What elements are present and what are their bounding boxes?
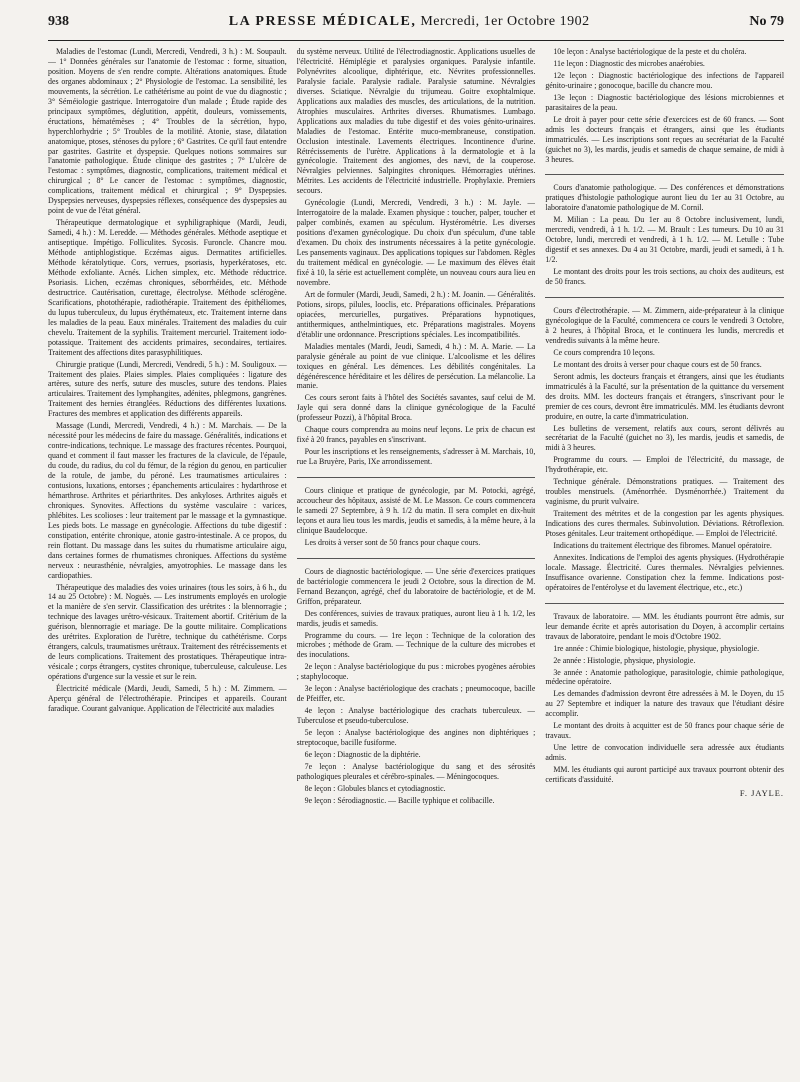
paragraph: Pour les inscriptions et les renseignements, s'adresser à M. Marchais, 10, rue La Bruyère, Paris, IXe arrondissement. <box>296 447 536 467</box>
course-gynecologie: Gynécologie (Lundi, Mercredi, Vendredi, 3 h.) : M. Jayle. — Interrogatoire de la malade. Examen physique : toucher, palper, toucher et palper combinés, examen au spéculum. Hystérométrie. Les diverses positions d'examen gynécologique. Du choix d'un spéculum, d'une table d'examen. Du choix des instruments nécessaires à la petite gynécologie. Les pansements vaginaux. Des applications topiques sur l'abdomen. Règles du traitement médical en gynécologie. — Le maximum des élèves était fixé à 10, la série est actuellement complète, un nouveau cours aura lieu en novembre. <box>296 198 536 287</box>
paragraph: Ce cours comprendra 10 leçons. <box>553 347 655 357</box>
article-columns <box>48 47 784 1079</box>
lesson-item: 9e leçon : Sérodiagnostic. — Bacille typhique et colibacille. <box>304 795 495 805</box>
lesson-item: 11e leçon : Diagnostic des microbes anaérobies. <box>553 58 705 68</box>
lesson-item: 2e leçon : Analyse bactériologique du pus : microbes pyogènes aérobies ; staphylocoque. <box>296 662 536 682</box>
paragraph: Le montant des droits à acquitter est de 50 francs pour chaque série de travaux. <box>545 721 784 741</box>
paragraph: Les droits à verser sont de 50 francs pour chaque cours. <box>304 537 481 547</box>
lesson-item: 4e leçon : Analyse bactériologique des crachats tuberculeux. — Tuberculose et pseudo-tuberculose. <box>296 706 536 726</box>
paragraph: Le montant des droits pour les trois sections, au choix des auditeurs, est de 50 francs. <box>545 267 784 287</box>
lesson-item: 13e leçon : Diagnostic bactériologique des lésions microbiennes et parasitaires de la peau. <box>545 92 784 112</box>
paragraph: Des conférences, suivies de travaux pratiques, auront lieu à 1 h. 1/2, les mardis, jeudis et samedis. <box>296 608 536 628</box>
paragraph: Le droit à payer pour cette série d'exercices est de 60 francs. — Sont admis les docteurs français et étrangers, ainsi que les étudiants immatriculés. — Les inscriptions sont reçues au secrétariat de la Faculté (guichet no 3), les mardis, jeudis et samedis de chaque semaine, de midi à 3 heures. <box>545 114 784 164</box>
paragraph: Seront admis, les docteurs français et étrangers, ainsi que les étudiants immatriculés à la Faculté, sur la présentation de la quittance du versement des droits. MM. les docteurs français et étrangers, s'inscrivant pour le premier de ces cours, devront être immatriculés. MM. les étudiants devront produire, en outre, la carte d'immatriculation. <box>545 371 784 421</box>
section-gynecologie-clinique <box>297 477 536 548</box>
lesson-item: 3e leçon : Analyse bactériologique des crachats ; pneumocoque, bacille de Pfeiffer, etc. <box>296 684 536 704</box>
paragraph: 3e année : Anatomie pathologique, parasitologie, chimie pathologique, médecine opératoire. <box>545 667 784 687</box>
paragraph: Cours de diagnostic bactériologique. — Une série d'exercices pratiques de bactériologie commencera le jeudi 2 Octobre, sous la direction de M. Fernand Bezançon, agrégé, chef du laboratoire de bactériologie, et de M. Griffon, préparateur. <box>296 566 536 606</box>
paragraph: Cours d'anatomie pathologique. — Des conférences et démonstrations pratiques d'histologie pathologique auront lieu du 1er au 31 Octobre, au laboratoire d'anatomie pathologique de M. Cornil. <box>545 183 784 213</box>
paragraph: Travaux de laboratoire. — MM. les étudiants pourront être admis, sur leur demande écrite et après autorisation du Doyen, à accomplir certains travaux de laboratoire, pendant le mois d'Octobre 1902. <box>545 611 784 641</box>
lesson-item: 12e leçon : Diagnostic bactériologique des infections de l'appareil génito-urinaire ; gonocoque, bacille du chancre mou. <box>545 70 784 90</box>
paragraph: 2e année : Histologie, physique, physiologie. <box>553 655 696 665</box>
course-electricite: Électricité médicale (Mardi, Jeudi, Samedi, 5 h.) : M. Zimmern. — Aperçu général de l'électrothérapie. Principes et appareils. Courant faradique. Courant galvanique. Application de l'électricité aux maladies <box>48 684 287 713</box>
issue-date: Mercredi, 1er Octobre 1902 <box>420 14 590 29</box>
course-voies-urinaires: Thérapeutique des maladies des voies urinaires (tous les soirs, à 6 h., du 14 au 25 Octobre) : M. Noguès. — Les instruments employés en urologie et la manière de s'en servir. Classification des urétrites : la blennorragie ; technique des lavages urétro-vésicaux. Traitement abortif. Critérium de la guérison, blennorragie et mariage. De la goutte militaire. Complications des urétrites. Exploration de l'urètre, technique du cathétérisme. Corps étrangers, calculs, traumatismes urétraux. Traitement des rétrécissements et de leurs complications. Traitement des prostatiques. Thérapeutique intra-vésicale ; corps étrangers, cystites chronique, tuberculeuse, calculeuse. Les opérations d'urgence sur la vessie et sur le rein. <box>48 582 287 682</box>
column-middle <box>297 47 536 1079</box>
paragraph: Les demandes d'admission devront être adressées à M. le Doyen, du 15 au 27 Septembre et indiquer la nature des travaux que l'étudiant désire accomplir. <box>545 689 784 719</box>
course-massage: Massage (Lundi, Mercredi, Vendredi, 4 h.) : M. Marchais. — De la nécessité pour les médecins de faire du massage. Généralités, indications et contre-indications, technique. Le massage des fractures récentes. Pourquoi, quand et comment il faut masser les fractures de la clavicule, de l'épaule, du coude, du radius, du col du fémur, de la région du genou, en particulier de la rotule, de jambe, du péroné. Les traumatismes articulaires : contusions, luxations, entorses ; épanchements articulaires : hydarthrose et hémarthrose. Arthrites et périarthrites. Des ankyloses. Arthrites aiguës et chroniques. Synovites. Affections du système vasculaire : varices, phlébites. Les scolioses : leur traitement par le massage et la gymnastique. Les pieds bots. Le massage en gynécologie. Affections du tube digestif : constipation, entérite chronique, atonie gastro-intestinale. A ce propos, du rein flottant. Du massage dans les suites du rhumatisme articulaire aigu, dans certaines formes de rhumatismes chroniques. Affections du système nerveux : neurasthénie, névralgies, amyotrophies. Le massage dans les cardiopathies. <box>48 421 287 580</box>
column-right <box>545 47 784 1079</box>
section-anatomie-pathologique <box>545 174 784 287</box>
column-left <box>48 47 287 1079</box>
paragraph: 1re année : Chimie biologique, histologie, physique, physiologie. <box>553 643 760 653</box>
course-art-formuler: Art de formuler (Mardi, Jeudi, Samedi, 2 h.) : M. Joanin. — Généralités. Potions, sirops, pilules, looclis, etc. Préparations officinales. Préparations opiacées, mercurielles, purgatives. Préparations hypnotiques, antithermiques, anthelmintiques, etc. Préparations magistrales. Moyens d'établir une ordonnance. Prescriptions spéciales. Les incompatibilités. <box>296 289 536 339</box>
page-header <box>48 14 784 41</box>
paragraph: Technique générale. Démonstrations pratiques. — Traitement des troubles menstruels. (Aménorrhée. Dysménorrhée.) Traitement du vaginisme, du prurit vulvaire. <box>545 477 784 507</box>
paragraph: Une lettre de convocation individuelle sera adressée aux étudiants admis. <box>545 743 784 763</box>
course-maladies-mentales: Maladies mentales (Mardi, Jeudi, Samedi, 4 h.) : M. A. Marie. — La paralysie générale au point de vue clinique. L'alcoolisme et les délires toxiques en général. Les démences. Les débilités congénitales. La dégénérescence héréditaire et les délires de persécution. La mélancolie. La manie. <box>296 341 536 391</box>
paragraph: Cours clinique et pratique de gynécologie, par M. Potocki, agrégé, accoucheur des hôpitaux, assisté de M. Le Masson. Ce cours commencera le samedi 27 Septembre, à 9 h. 1/2 du matin. Il sera complet en dix-huit leçons et aura lieu tous les mardis, jeudis et samedis, à la même heure, à la clinique Baudelocque. <box>296 486 536 535</box>
lesson-item: 6e leçon : Diagnostic de la diphtérie. <box>304 750 421 759</box>
lesson-item: 7e leçon : Analyse bactériologique du sang et des sérosités pathologiques pleurales et cérébro-spinales. — Méningocoques. <box>296 761 536 781</box>
paragraph: Programme du cours. — 1re leçon : Technique de la coloration des microbes ; méthode de Gram. — Technique de la culture des microbes et des inoculations. <box>296 630 536 660</box>
paragraph: Programme du cours. — Emploi de l'électricité, du massage, de l'hydrothérapie, etc. <box>545 455 784 475</box>
lesson-item: 5e leçon : Analyse bactériologique des angines non diphtériques ; streptocoque, bacille fusiforme. <box>296 728 536 748</box>
course-dermatologie: Thérapeutique dermatologique et syphiligraphique (Mardi, Jeudi, Samedi, 4 h.) : M. Leredde. — Méthodes générales. Méthode aseptique et antiseptique. Impétigo. Folliculites. Sycosis. Furoncle. Chancre mou. Méthode antiphlogistique. Eczémas aigus. Dermatites artificielles. Méthode kératolytique. Cors, verrues, psoriasis, hyperkératoses, etc. Méthode exfoliante. Acnés. Lichen simplex, etc. Méthode réductrice. Psoriasis. Lichen, eczémas chroniques, séborrhéides, etc. Méthode destructrice. Cautérisation, curettage, électrolyse. Méthode sclérogène. Scarifications, photothérapie, radiothérapie. Traitement des épithéliomes, du lupus tuberculeux, du lupus érythémateux, etc. Traitement interne dans les maladies de la peau. Eaux minérales. Traitement des maladies du cuir chevelu. Traitement de la syphilis. Traitement mercuriel. Traitement iodo-potassique. Traitement des accidents primaires, secondaires, tertiaires. Traitement des affections dites parasyphilitiques. <box>48 218 287 357</box>
lesson-item: 8e leçon : Globules blancs et cytodiagnostic. <box>304 783 446 793</box>
course-chirurgie: Chirurgie pratique (Lundi, Mercredi, Vendredi, 5 h.) : M. Souligoux. — Traitement des plaies. Plaies simples. Plaies compliquées : ligature des artères, suture des nerfs, suture des muscles, suture des tendons. Plaies articulaires. Traitement des lymphangites, adénites, phlegmons, gangrènes. Traitement des hernies étranglées. Réductions des différentes luxations. Fractures des membres et application des différents appareils. <box>48 359 287 419</box>
section-electrotherapie <box>545 297 784 593</box>
lesson-item: 10e leçon : Analyse bactériologique de la peste et du choléra. <box>553 47 747 56</box>
page-number: 938 <box>48 14 69 29</box>
paragraph: Le montant des droits à verser pour chaque cours est de 50 francs. <box>553 359 762 369</box>
paragraph: Annexites. Indications de l'emploi des agents physiques. (Hydrothérapie locale. Massage. Électricité. Cures thermales. Névralgies pelviennes. Insuffisance ovarienne. Constipation chez la femme. Indications post-opératoires de l'entérolyse et du lavement électrique, etc., etc.) <box>545 552 784 592</box>
paragraph: Traitement des métrites et de la congestion par les agents physiques. Indications des cures thermales. Subinvolution. Déviations. Rétroflexion. Ptoses génitales. Leur traitement orthopédique. — Emploi de l'électricité. <box>545 509 784 539</box>
issue-number: No 79 <box>749 14 784 29</box>
journal-title-line <box>229 14 590 30</box>
paragraph: Indications du traitement électrique des fibromes. Manuel opératoire. <box>553 540 772 550</box>
paragraph: MM. les étudiants qui auront participé aux travaux pourront obtenir des certificats d'assiduité. <box>545 765 784 785</box>
section-diagnostic-bacteriologique <box>297 558 536 806</box>
paragraph: M. Milian : La peau. Du 1er au 8 Octobre inclusivement, lundi, mercredi, vendredi, à 1 h. 1/2. — M. Brault : Les tumeurs. Du 10 au 31 Octobre, lundi, mercredi et vendredi, à 1 h. 1/2. — M. Letulle : Tube digestif et ses annexes. Du 4 au 31 Octobre, mardi, jeudi et samedi, à 1 h. 1/2. <box>545 215 784 265</box>
section-travaux-laboratoire <box>545 603 784 799</box>
paragraph: Cours d'électrothérapie. — M. Zimmern, aide-préparateur à la clinique gynécologique de la Faculté, commencera ce cours le vendredi 3 Octobre, à 2 heures, à l'hôpital Broca, et le continuera les lundis, mercredis et vendredis suivants à la même heure. <box>545 306 784 345</box>
paragraph: Chaque cours comprendra au moins neuf leçons. Le prix de chacun est fixé à 20 francs, payables en s'inscrivant. <box>296 425 536 445</box>
course-estomac: Maladies de l'estomac (Lundi, Mercredi, Vendredi, 3 h.) : M. Soupault. — 1° Données générales sur l'anatomie de l'estomac : forme, situation, position. Moyens de s'en rendre compte. Altérations anatomiques. Étude des organes abdominaux ; 2° Physiologie de l'estomac. La sensibilité, les mouvements, la sécrétion. Le cathétérisme au point de vue du diagnostic ; 3° Séméiologie gastrique. Interrogatoire d'un malade ; Étude rapide des principaux symptômes, déglutition, appétit, douleurs, vomissements, éructations, hématémèses ; 4° Troubles de la sécrétion, hypo, hyperchlorhydrie ; 5° Troubles de la motilité. Atonie, stase, dilatation anatomique, ptoses, sténoses du pylore ; 6° Gastrites. Ce qu'il faut entendre par gastrites. Gastrite et dyspepsie. Quelques notions sommaires sur l'anatomie pathologique. Étude clinique des gastrites ; 7° L'ulcère de l'estomac : symptômes, diagnostic, complications, traitement médical et chirurgical ; 8° Le cancer de l'estomac : symptômes, diagnostic, complications, traitement médical et chirurgical ; 9° Dyspepsies. Dyspepsies nerveuses, dyspepsies réflexes, conséquence des dyspepsies au point de vue de l'état général. <box>48 47 287 216</box>
paragraph: Les bulletins de versement, relatifs aux cours, seront délivrés au secrétariat de la Faculté (guichet no 3), les mardis, jeudis et samedis, de midi à 3 heures. <box>545 423 784 453</box>
author-signature: F. JAYLE. <box>739 789 784 798</box>
journal-name: LA PRESSE MÉDICALE, <box>228 14 417 29</box>
course-electricite-cont: du système nerveux. Utilité de l'électrodiagnostic. Applications usuelles de l'électricité. Hémiplégie et paralysies organiques. Paralysie infantile. Polynévrites alcoolique, diphtérique, etc. Névrites professionnelles. Paralysie faciale. Paralysie radiale. Paralysie saturnine. Névralgies diverses. Sciatique. Névralgie du trijumeau. Goitre exophtalmique. Applications aux maladies des muscles, des articulations, de la nutrition. Atrophies musculaires. Arthrites diverses. Rhumatismes. Lumbago. Applications aux maladies du tube digestif et des voies génito-urinaires. Maladies de l'estomac. Entérite muco-membraneuse, constipation. Occlusion intestinale. Lavements électriques. Incontinence d'urine. Rétrécissements de l'urètre. Applications à la dermatologie et à la gynécologie. Traitement des angiomes, des nævi, de la couperose. Névralgies pelviennes. Salpingites chroniques. Hémorragies utérines. Métrites. Les accidents de l'électricité industrielle. Prophylaxie. Premiers secours. <box>296 47 536 196</box>
paragraph: Ces cours seront faits à l'hôtel des Sociétés savantes, sauf celui de M. Jayle qui sera donné dans la clinique gynécologique de la Faculté (professeur Pozzi), à l'hôpital Broca. <box>296 393 536 423</box>
